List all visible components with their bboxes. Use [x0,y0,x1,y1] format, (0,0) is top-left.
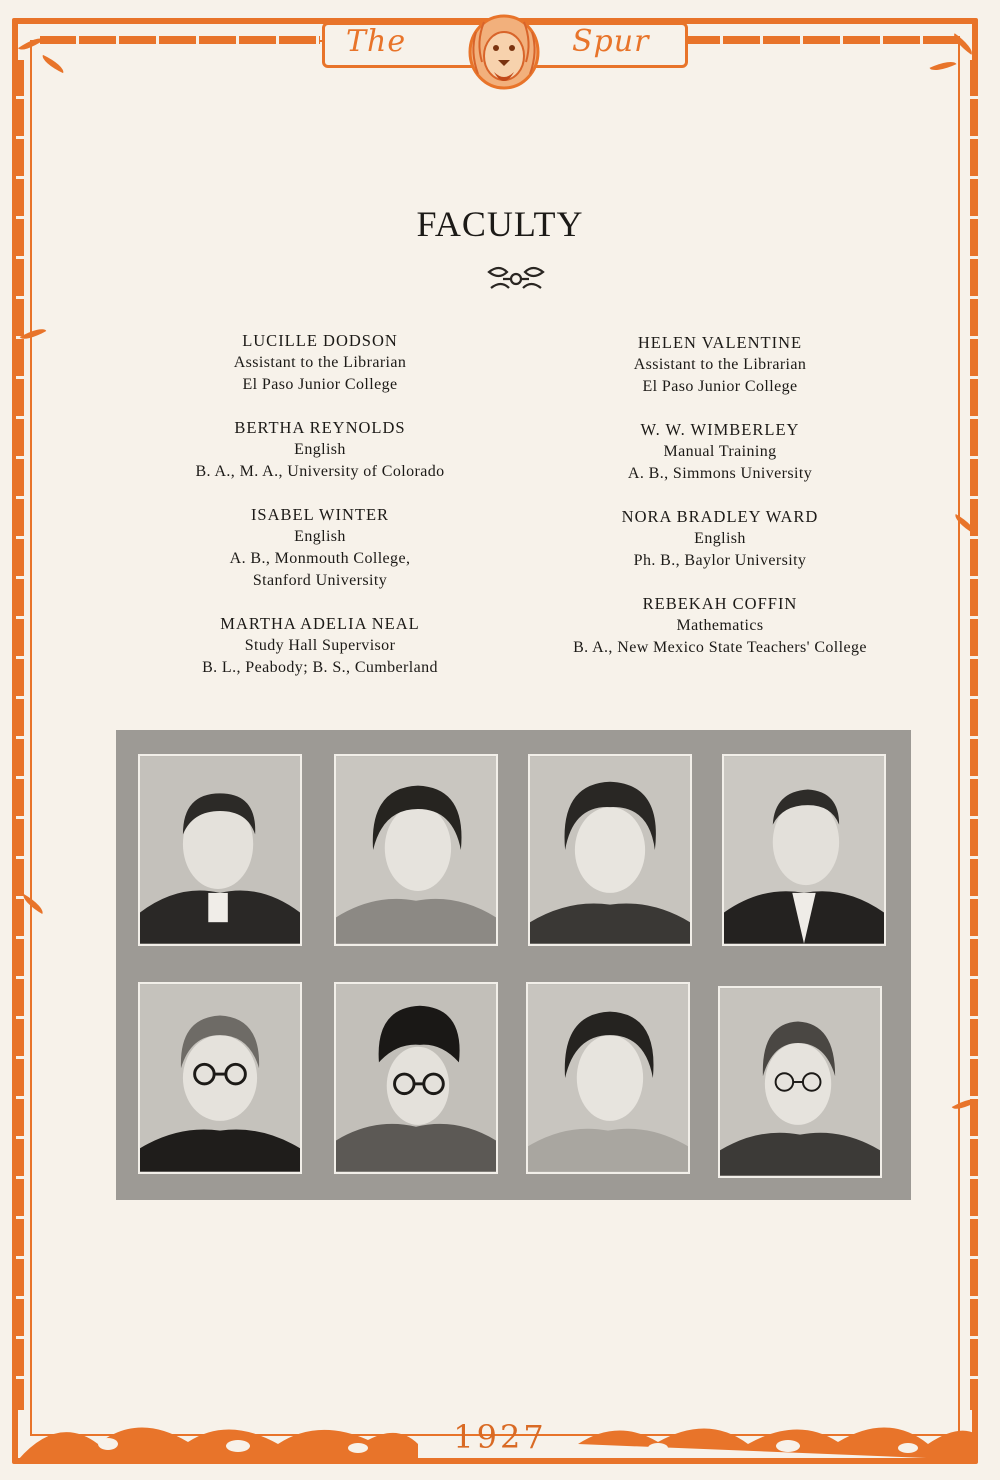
faculty-detail: Manual Training [663,443,777,460]
faculty-entry [525,332,915,398]
faculty-entry [525,506,915,572]
faculty-name: ISABEL WINTER [250,505,390,524]
yearbook-year: 1927 [453,1418,547,1456]
faculty-detail: Assistant to the Librarian [633,356,807,373]
faculty-name: BERTHA REYNOLDS [234,418,406,437]
faculty-column-left [140,330,500,700]
faculty-name: HELEN VALENTINE [637,333,803,352]
faculty-detail: English [694,530,746,547]
faculty-detail: Study Hall Supervisor [244,637,396,654]
faculty-column-right [525,332,915,680]
faculty-detail: Stanford University [252,572,388,589]
faculty-detail: El Paso Junior College [242,376,398,393]
faculty-name: W. W. WIMBERLEY [640,420,800,439]
portrait-photo [526,982,690,1174]
faculty-detail: Mathematics [676,617,764,634]
faculty-detail: A. B., Monmouth College, [229,550,411,567]
faculty-detail: English [294,528,346,545]
faculty-name: LUCILLE DODSON [242,331,398,350]
faculty-name: REBEKAH COFFIN [642,594,798,613]
faculty-name: NORA BRADLEY WARD [621,507,819,526]
faculty-entry [525,419,915,485]
top-left-bamboo-ornament [40,36,320,44]
faculty-detail: English [294,441,346,458]
faculty-entry [140,613,500,679]
portrait-photo [718,986,882,1178]
faculty-entry [140,417,500,483]
faculty-entry [140,330,500,396]
faculty-photo-panel [116,730,911,1200]
portrait-photo [334,754,498,946]
portrait-photo [334,982,498,1174]
faculty-detail: Assistant to the Librarian [233,354,407,371]
faculty-detail: B. A., New Mexico State Teachers' College [573,639,867,656]
portrait-photo [528,754,692,946]
left-bamboo-ornament [16,60,24,1410]
banner-word-right: Spur [572,24,650,59]
portrait-photo [138,754,302,946]
faculty-detail: A. B., Simmons University [627,465,813,482]
lion-head-icon [466,12,542,98]
faculty-detail: B. L., Peabody; B. S., Cumberland [202,659,438,676]
faculty-entry [525,593,915,659]
faculty-entry [140,504,500,592]
fleuron-ornament-icon [483,262,549,296]
right-bamboo-ornament [970,60,978,1410]
portrait-photo [138,982,302,1174]
portrait-photo [722,754,886,946]
banner-word-left: The [346,24,407,59]
page-title: FACULTY [416,204,584,244]
faculty-detail: El Paso Junior College [642,378,798,395]
faculty-detail: Ph. B., Baylor University [633,552,807,569]
top-right-bamboo-ornament [684,36,960,44]
faculty-name: MARTHA ADELIA NEAL [220,614,420,633]
faculty-detail: B. A., M. A., University of Colorado [195,463,445,480]
